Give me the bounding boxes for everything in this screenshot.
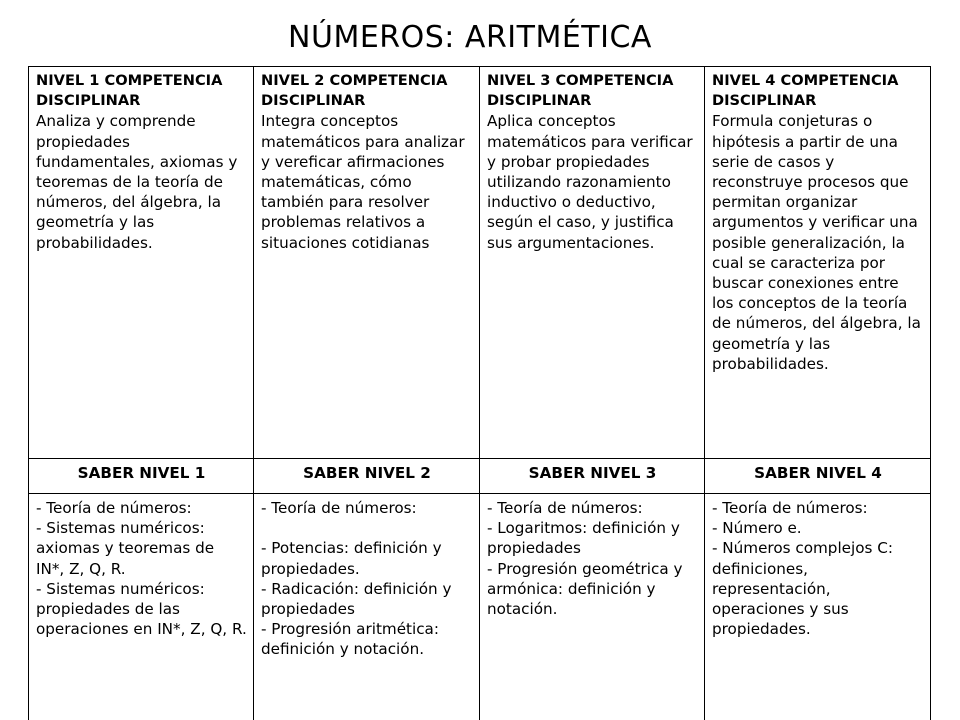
saber-header-row <box>29 459 931 494</box>
competency-table <box>28 66 931 720</box>
content-line: - Teoría de números: <box>487 499 643 517</box>
competency-cell-3 <box>480 67 705 459</box>
competency-heading: NIVEL 3 COMPETENCIA DISCIPLINAR <box>487 72 674 110</box>
content-cell-1 <box>29 494 254 720</box>
saber-header-1: SABER NIVEL 1 <box>29 459 254 494</box>
content-line: - Números complejos C: definiciones, representación, operaciones y sus propiedades. <box>712 539 893 639</box>
saber-header-3: SABER NIVEL 3 <box>480 459 705 494</box>
content-line: - Teoría de números: <box>261 499 417 517</box>
content-line <box>261 518 473 538</box>
content-line: - Sistemas numéricos: axiomas y teoremas de IN*, Z, Q, R. <box>36 519 215 578</box>
saber-header-2: SABER NIVEL 2 <box>254 459 480 494</box>
content-line: - Radicación: definición y propiedades <box>261 579 452 618</box>
competency-cell-2 <box>254 67 480 459</box>
page-title: NÚMEROS: ARITMÉTICA <box>288 20 652 55</box>
competency-cell-4 <box>705 67 931 459</box>
competency-cell-1 <box>29 67 254 459</box>
competency-heading: NIVEL 4 COMPETENCIA DISCIPLINAR <box>712 72 899 110</box>
content-cell-2 <box>254 494 480 720</box>
competency-text: Aplica conceptos matemáticos para verificar y probar propiedades utilizando razonamiento inductivo o deductivo, según el caso, y justifica sus argumentaciones. <box>487 112 693 252</box>
content-line: - Potencias: definición y propiedades. <box>261 539 442 578</box>
competency-text: Formula conjeturas o hipótesis a partir de una serie de casos y reconstruye procesos que permitan organizar argumentos y verificar una posible generalización, la cual se caracteriza por buscar conexiones entre los conceptos de la teoría de números, del álgebra, la geometría y las probabilidades. <box>712 112 921 373</box>
content-line: - Progresión aritmética: definición y notación. <box>261 620 439 659</box>
content-cell-3 <box>480 494 705 720</box>
competency-heading: NIVEL 1 COMPETENCIA DISCIPLINAR <box>36 72 223 110</box>
content-line: - Progresión geométrica y armónica: definición y notación. <box>487 559 683 619</box>
competency-text: Analiza y comprende propiedades fundamentales, axiomas y teoremas de la teoría de números, del álgebra, la geometría y las probabilidades. <box>36 112 238 252</box>
content-line: - Número e. <box>712 519 802 538</box>
content-row <box>29 494 931 720</box>
content-line: - Logaritmos: definición y propiedades <box>487 519 680 558</box>
content-line: - Sistemas numéricos: propiedades de las operaciones en IN*, Z, Q, R. <box>36 579 247 639</box>
saber-header-4: SABER NIVEL 4 <box>705 459 931 494</box>
competency-text: Integra conceptos matemáticos para analizar y vereficar afirmaciones matemáticas, cómo también para resolver problemas relativos a situaciones cotidianas <box>261 112 465 252</box>
content-line: - Teoría de números: <box>36 499 192 517</box>
competency-row <box>29 67 931 459</box>
content-line: - Teoría de números: <box>712 499 868 517</box>
content-cell-4 <box>705 494 931 720</box>
competency-heading: NIVEL 2 COMPETENCIA DISCIPLINAR <box>261 72 448 110</box>
